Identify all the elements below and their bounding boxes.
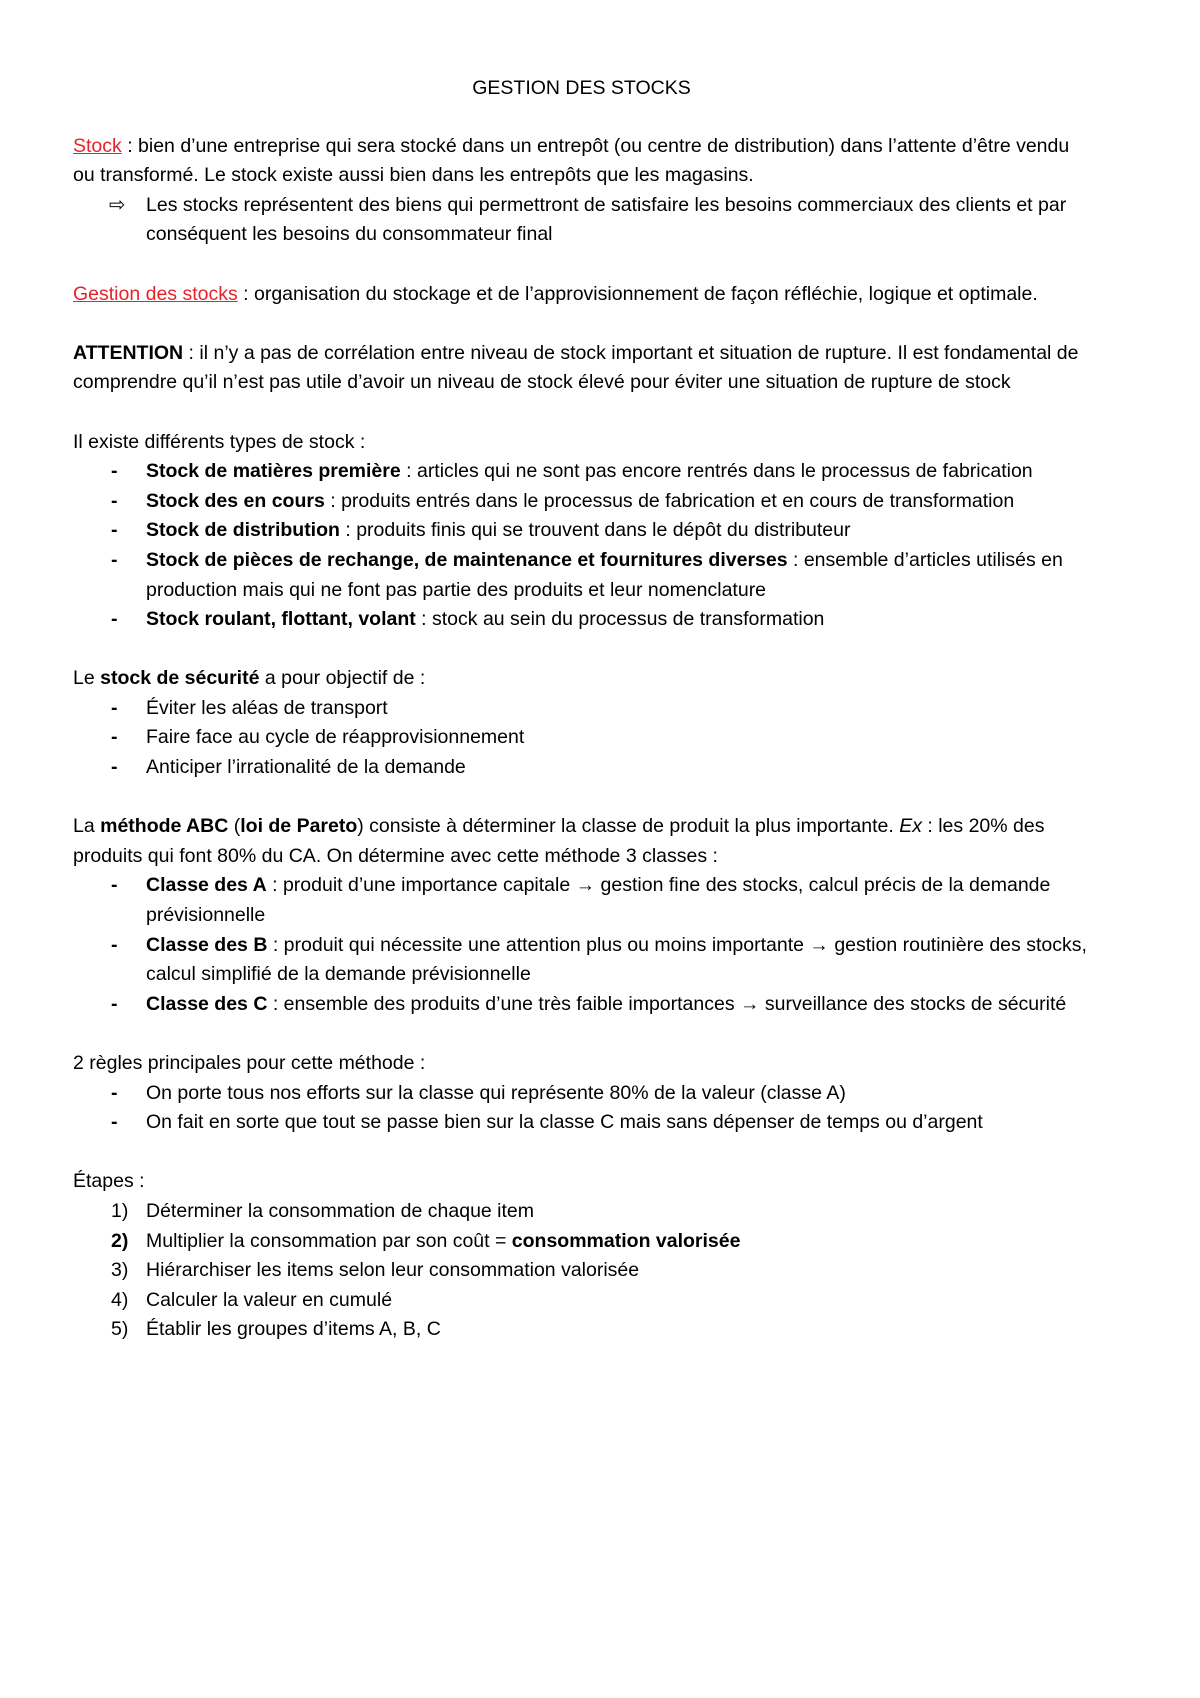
etapes-intro: Étapes : [73, 1170, 145, 1193]
stock-term: Stock [73, 134, 122, 157]
abc-text: La [73, 815, 101, 838]
dash-bullet: - [111, 489, 118, 512]
type-term: Stock de distribution [146, 519, 340, 542]
step-text: Hiérarchiser les items selon leur consommation valorisée [146, 1259, 640, 1282]
regles-intro: 2 règles principales pour cette méthode : [73, 1052, 426, 1074]
regle-text: On fait en sorte que tout se passe bien sur la classe C mais sans dépenser de temps ou d’argent [146, 1111, 983, 1134]
type-term: Stock des en cours [146, 489, 325, 512]
class-term: Classe des B [146, 933, 268, 956]
securite-item-text: Faire face au cycle de réapprovisionnement [146, 726, 525, 749]
page-title: GESTION DES STOCKS [472, 77, 691, 99]
abc-text: : les 20% des produits qui font 80% du CA. On détermine avec cette méthode 3 classes : [73, 815, 1045, 867]
class-text: : produit d’une importance capitale [266, 874, 576, 897]
abc-text: ( [228, 815, 241, 838]
step-number: 3) [111, 1259, 129, 1282]
list-item [73, 487, 1090, 517]
type-term: Stock de matières première [146, 460, 401, 483]
class-text: surveillance des stocks de sécurité [759, 992, 1067, 1015]
example-label: Ex [899, 815, 922, 838]
dash-bullet: - [111, 1081, 118, 1104]
abc-paragraph [73, 812, 1090, 871]
securite-intro [73, 664, 1090, 694]
dash-bullet: - [111, 460, 118, 483]
type-term: Stock de pièces de rechange, de maintenance et fournitures diverses [146, 548, 788, 571]
securite-item-text: Anticiper l’irrationalité de la demande [146, 756, 466, 779]
dash-bullet: - [111, 548, 118, 571]
gestion-term: Gestion des stocks [73, 282, 238, 305]
dash-bullet: - [111, 874, 118, 897]
step-bold-text: consommation valorisée [511, 1229, 741, 1252]
class-term: Classe des A [146, 874, 267, 897]
class-text: : ensemble des produits d’une très faible importances [267, 992, 740, 1015]
gestion-definition [73, 280, 1090, 310]
list-item [73, 457, 1090, 487]
right-arrow-icon: → [809, 933, 829, 956]
step-number: 4) [111, 1288, 129, 1311]
securite-list [73, 694, 1090, 783]
step-number: 2) [111, 1229, 129, 1252]
dash-bullet: - [111, 519, 118, 542]
regles-list [73, 1079, 1090, 1138]
list-item [73, 723, 1090, 753]
abc-method-term: méthode ABC [100, 815, 229, 838]
dash-bullet: - [111, 696, 118, 719]
list-item [73, 1286, 1090, 1316]
class-term: Classe des C [146, 992, 268, 1015]
etapes-list [73, 1197, 1090, 1345]
list-item [73, 931, 1090, 990]
list-item [73, 1197, 1090, 1227]
step-text: Déterminer la consommation de chaque item [146, 1199, 535, 1222]
class-text: gestion fine des stocks, calcul précis de la demande prévisionnelle [146, 874, 1051, 927]
step-number: 1) [111, 1199, 129, 1222]
securite-term: stock de sécurité [100, 667, 260, 690]
class-text: gestion routinière des stocks, calcul simplifié de la demande prévisionnelle [146, 933, 1087, 986]
types-intro: Il existe différents types de stock : [73, 430, 366, 453]
dash-bullet: - [111, 1111, 118, 1134]
pareto-term: loi de Pareto [240, 815, 358, 838]
list-item [73, 1256, 1090, 1286]
list-item [73, 1079, 1090, 1109]
dash-bullet: - [111, 992, 118, 1015]
securite-item-text: Éviter les aléas de transport [146, 696, 388, 719]
step-text: Établir les groupes d’items A, B, C [146, 1318, 441, 1341]
list-item [73, 546, 1090, 605]
right-arrow-icon: → [575, 874, 596, 897]
class-text: : produit qui nécessite une attention plus ou moins importante [267, 933, 810, 956]
type-text: : articles qui ne sont pas encore rentrés dans le processus de fabrication [400, 460, 1033, 483]
type-text: : ensemble d’articles utilisés en production mais qui ne font pas partie des produits et leur nomenclature [146, 548, 1063, 601]
list-item [73, 694, 1090, 724]
list-item [73, 516, 1090, 546]
list-item [73, 1315, 1090, 1345]
attention-paragraph [73, 339, 1090, 398]
dash-bullet: - [111, 933, 118, 956]
list-item [73, 605, 1090, 635]
list-item [73, 990, 1090, 1020]
step-text: Multiplier la consommation par son coût = [146, 1229, 512, 1252]
list-item [73, 1227, 1090, 1257]
type-term: Stock roulant, flottant, volant [146, 608, 416, 631]
securite-intro-after: a pour objectif de : [259, 667, 426, 690]
type-text: : produits entrés dans le processus de fabrication et en cours de transformation [324, 489, 1015, 512]
stock-arrow-text: Les stocks représentent des biens qui permettront de satisfaire les besoins commerciaux des clients et par conséquent les besoins du consommateur final [146, 193, 1067, 246]
right-arrow-outline-icon: ⇨ [109, 193, 126, 216]
type-text: : produits finis qui se trouvent dans le dépôt du distributeur [339, 519, 851, 542]
dash-bullet: - [111, 756, 118, 779]
attention-text: : il n’y a pas de corrélation entre niveau de stock important et situation de rupture. Il est fondamental de comprendre qu’il n’est pas utile d’avoir un niveau de stock élevé pour éviter une situation de rupture de stock [73, 341, 1079, 394]
securite-intro-before: Le [73, 667, 101, 690]
stock-definition-text: : bien d’une entreprise qui sera stocké dans un entrepôt (ou centre de distribution) dans l’attente d’être vendu ou transformé. Le stock existe aussi bien dans les entrepôts que les magasins. [73, 134, 1070, 187]
list-item [73, 753, 1090, 783]
types-list [73, 457, 1090, 635]
right-arrow-icon: → [740, 992, 760, 1015]
step-number: 5) [111, 1318, 129, 1341]
list-item [73, 1108, 1090, 1138]
type-text: : stock au sein du processus de transformation [415, 608, 825, 631]
abc-text: ) consiste à déterminer la classe de produit la plus importante. [357, 815, 900, 838]
step-text: Calculer la valeur en cumulé [146, 1288, 393, 1311]
dash-bullet: - [111, 726, 118, 749]
dash-bullet: - [111, 608, 118, 631]
stock-arrow-note [73, 191, 1090, 250]
regle-text: On porte tous nos efforts sur la classe qui représente 80% de la valeur (classe A) [146, 1081, 846, 1104]
abc-classes-list [73, 871, 1090, 1019]
gestion-definition-text: : organisation du stockage et de l’approvisionnement de façon réfléchie, logique et optimale. [237, 282, 1038, 305]
attention-label: ATTENTION [73, 341, 184, 364]
list-item [73, 871, 1090, 930]
stock-definition [73, 132, 1090, 191]
